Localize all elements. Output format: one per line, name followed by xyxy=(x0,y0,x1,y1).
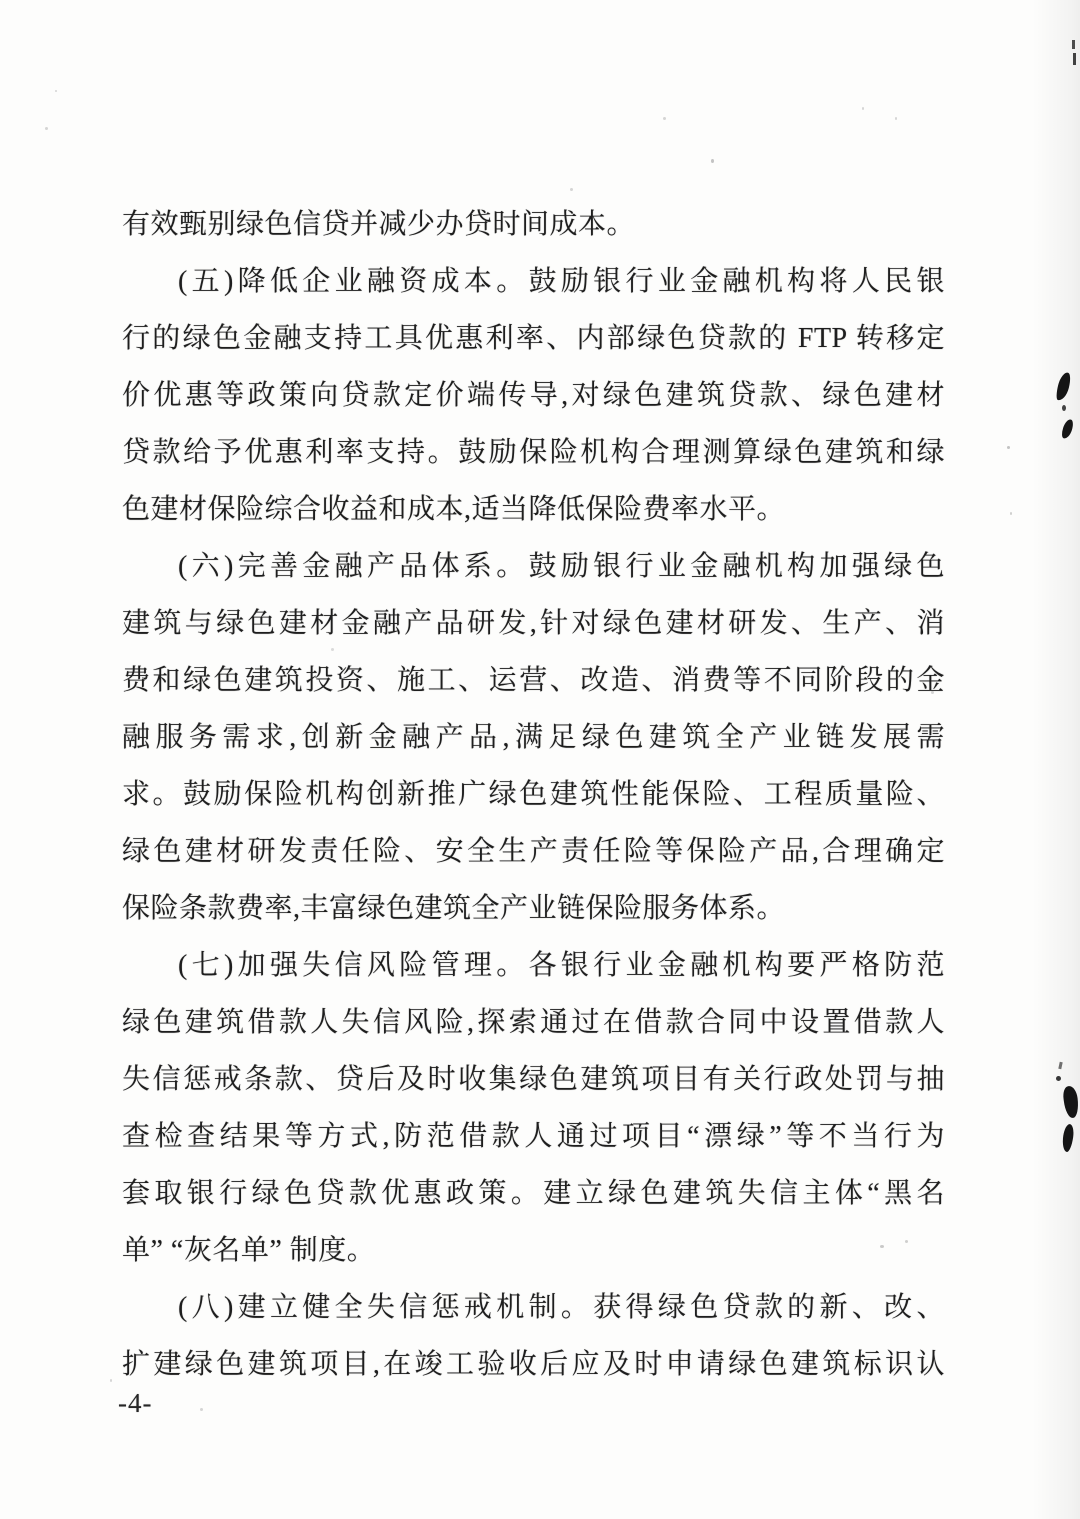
scan-speck xyxy=(895,117,897,120)
scan-speck xyxy=(711,159,714,163)
scan-speck xyxy=(331,648,334,651)
text-line: (六)完善金融产品体系。鼓励银行业金融机构加强绿色 xyxy=(178,551,945,582)
text-line: 色建材保险综合收益和成本,适当降低保险费率水平。 xyxy=(122,494,786,525)
page-number: -4- xyxy=(118,1388,153,1418)
text-line: 建筑与绿色建材金融产品研发,针对绿色建材研发、生产、消 xyxy=(122,608,945,639)
scan-speck xyxy=(110,1379,112,1382)
ink-smudge xyxy=(1073,53,1076,65)
text-line: 贷款给予优惠利率支持。鼓励保险机构合理测算绿色建筑和绿 xyxy=(122,437,945,468)
text-line: 绿色建材研发责任险、安全生产责任险等保险产品,合理确定 xyxy=(122,836,945,867)
ink-smudge xyxy=(1062,1085,1080,1118)
scan-speck xyxy=(663,117,666,120)
text-line: 单” “灰名单” 制度。 xyxy=(122,1235,376,1266)
text-line: 行的绿色金融支持工具优惠利率、内部绿色贷款的 FTP 转移定 xyxy=(122,323,945,354)
text-line: 失信惩戒条款、贷后及时收集绿色建筑项目有关行政处罚与抽 xyxy=(122,1064,945,1095)
text-line: (八)建立健全失信惩戒机制。获得绿色贷款的新、改、 xyxy=(178,1292,945,1323)
ink-smudge xyxy=(1058,1062,1062,1069)
scan-speck xyxy=(905,1240,908,1243)
scan-speck xyxy=(55,90,57,92)
page-edge-shadow xyxy=(1032,0,1080,1519)
scan-speck xyxy=(862,107,864,110)
text-line: 查检查结果等方式,防范借款人通过项目“漂绿”等不当行为 xyxy=(122,1121,945,1152)
scan-speck xyxy=(1007,446,1010,449)
scan-speck xyxy=(880,1245,884,1248)
text-line: 费和绿色建筑投资、施工、运营、改造、消费等不同阶段的金 xyxy=(122,665,945,696)
text-line: 有效甄别绿色信贷并减少办贷时间成本。 xyxy=(122,209,636,240)
ink-smudge xyxy=(1056,1076,1061,1081)
text-line: 求。鼓励保险机构创新推广绿色建筑性能保险、工程质量险、 xyxy=(122,779,945,810)
text-line: 保险条款费率,丰富绿色建筑全产业链保险服务体系。 xyxy=(122,893,786,924)
ink-smudge xyxy=(1072,40,1075,49)
scan-speck xyxy=(931,691,934,694)
ink-smudge xyxy=(1055,371,1073,402)
scan-speck xyxy=(45,127,48,130)
ink-smudge xyxy=(1060,418,1075,440)
text-line: (五)降低企业融资成本。鼓励银行业金融机构将人民银 xyxy=(178,266,945,297)
text-line: 融服务需求,创新金融产品,满足绿色建筑全产业链发展需 xyxy=(122,722,945,753)
text-line: 绿色建筑借款人失信风险,探索通过在借款合同中设置借款人 xyxy=(122,1007,945,1038)
text-line: 价优惠等政策向贷款定价端传导,对绿色建筑贷款、绿色建材 xyxy=(122,380,945,411)
text-line: (七)加强失信风险管理。各银行业金融机构要严格防范 xyxy=(178,950,945,981)
ink-smudge xyxy=(1062,405,1066,411)
body-text xyxy=(122,196,945,1393)
ink-smudge xyxy=(1061,1123,1075,1152)
text-line: 套取银行绿色贷款优惠政策。建立绿色建筑失信主体“黑名 xyxy=(122,1178,945,1209)
scan-speck xyxy=(200,1408,203,1411)
scan-speck xyxy=(570,188,573,191)
text-line: 扩建绿色建筑项目,在竣工验收后应及时申请绿色建筑标识认 xyxy=(122,1349,945,1380)
scan-speck xyxy=(1010,512,1012,515)
